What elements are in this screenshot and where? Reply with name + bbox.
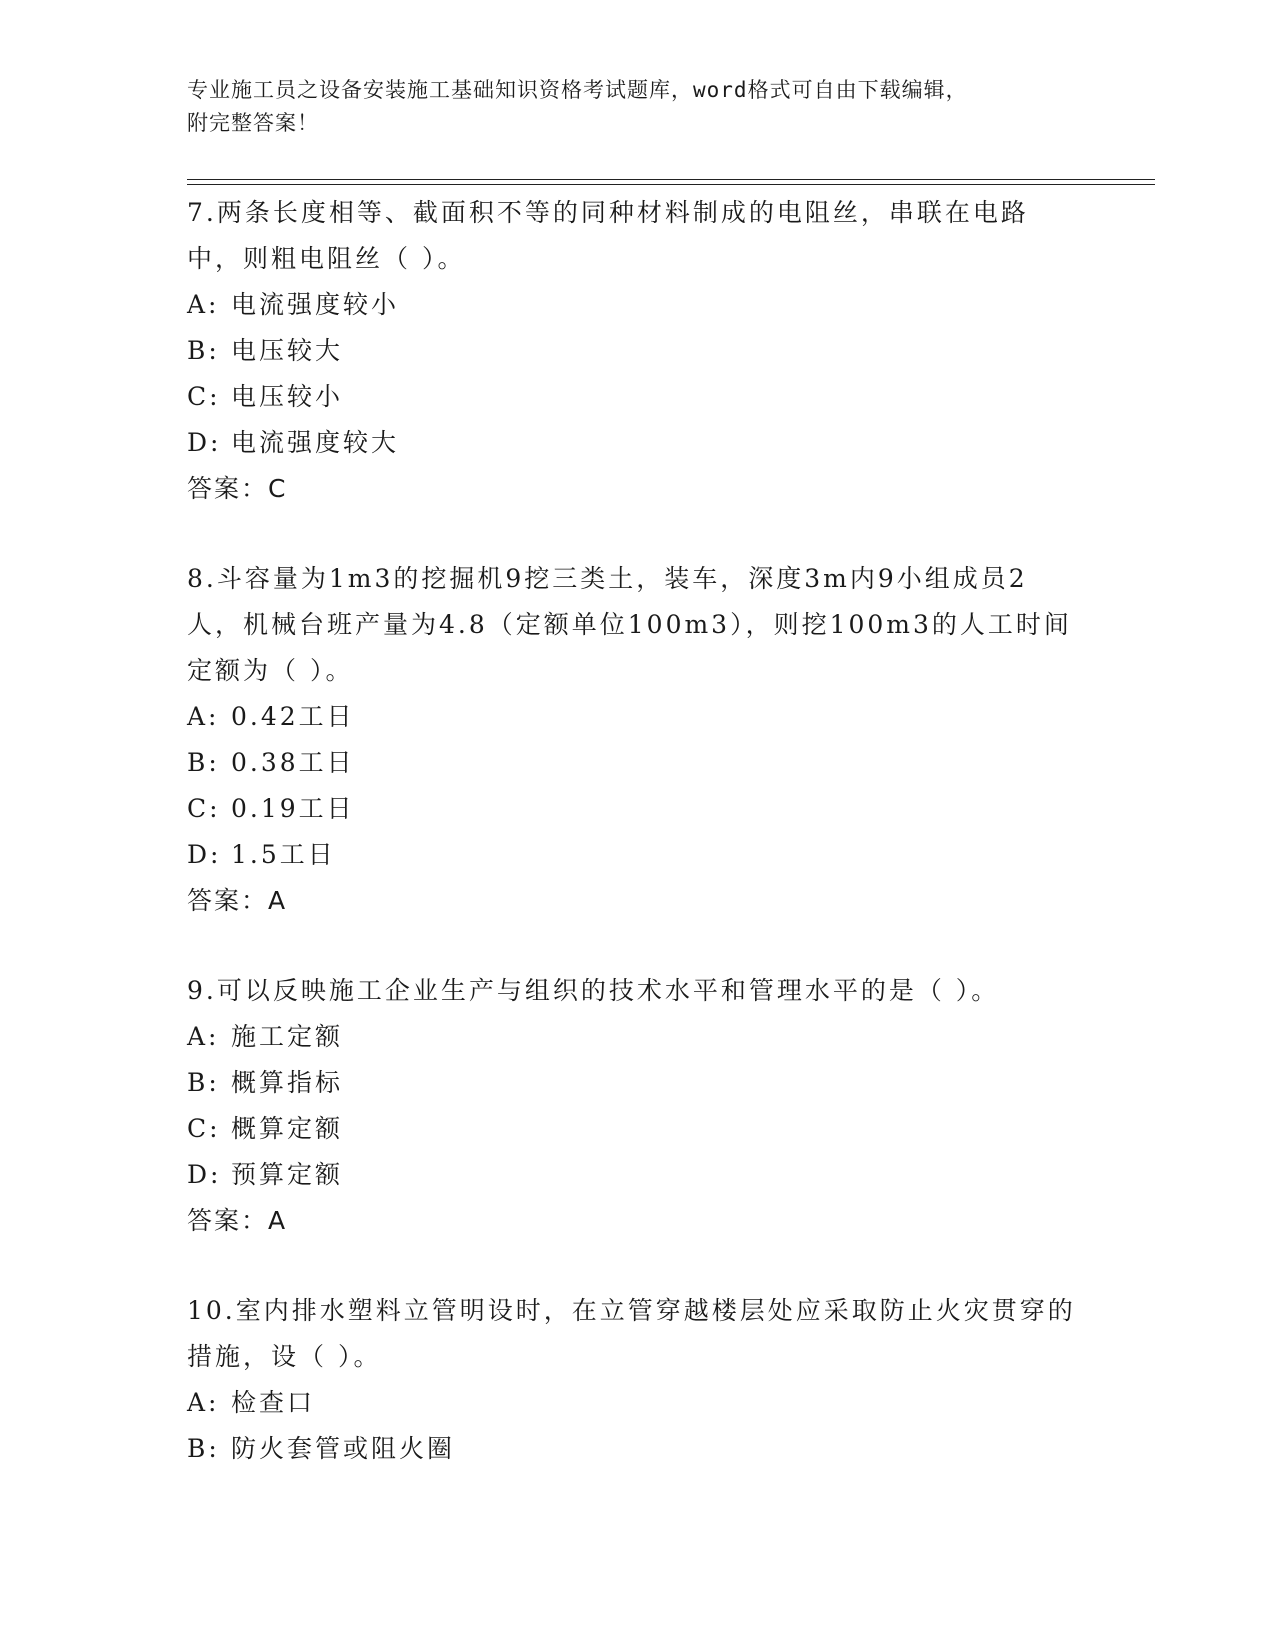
- option-c: [187, 786, 1087, 832]
- option-d: [187, 1152, 1087, 1198]
- option-text: 电流强度较小: [231, 290, 400, 319]
- option-c: [187, 374, 1087, 420]
- option-letter: B:: [187, 336, 220, 365]
- header-rule-top: [187, 179, 1155, 180]
- option-letter: B:: [187, 748, 220, 777]
- option-text: 电压较小: [231, 382, 344, 411]
- question-spacer: [187, 512, 1087, 556]
- option-letter: D:: [187, 840, 222, 869]
- document-header: [187, 74, 1067, 140]
- option-letter: A:: [187, 1022, 220, 1051]
- option-d: [187, 832, 1087, 878]
- option-text: 0.38工日: [231, 748, 355, 777]
- option-b: [187, 328, 1087, 374]
- header-rule-bottom: [187, 184, 1155, 185]
- option-text: 0.19工日: [231, 794, 355, 823]
- answer-line: 答案：C: [187, 474, 288, 503]
- option-letter: A:: [187, 702, 220, 731]
- question-10: [187, 1288, 1087, 1472]
- option-text: 1.5工日: [231, 840, 336, 869]
- header-line-2: 附完整答案！: [187, 111, 319, 135]
- question-9: [187, 968, 1087, 1244]
- option-text: 概算定额: [231, 1114, 344, 1143]
- question-text: 9.可以反映施工企业生产与组织的技术水平和管理水平的是（ ）。: [187, 976, 1000, 1005]
- option-b: [187, 1060, 1087, 1106]
- option-text: 预算定额: [231, 1160, 344, 1189]
- option-b: [187, 1426, 1087, 1472]
- option-letter: D:: [187, 1160, 222, 1189]
- option-letter: C:: [187, 1114, 221, 1143]
- option-text: 施工定额: [231, 1022, 344, 1051]
- option-a: [187, 694, 1087, 740]
- option-text: 0.42工日: [231, 702, 355, 731]
- option-text: 防火套管或阻火圈: [231, 1434, 456, 1463]
- header-line-1: 专业施工员之设备安装施工基础知识资格考试题库，word格式可自由下载编辑，: [187, 78, 968, 102]
- option-a: [187, 1380, 1087, 1426]
- question-spacer: [187, 1244, 1087, 1288]
- option-a: [187, 282, 1087, 328]
- option-b: [187, 740, 1087, 786]
- answer-line: 答案：A: [187, 886, 288, 915]
- option-a: [187, 1014, 1087, 1060]
- option-letter: A:: [187, 1388, 220, 1417]
- question-text: 8.斗容量为1m3的挖掘机9挖三类土，装车，深度3m内9小组成员2人，机械台班产量为4.8（定额单位100m3），则挖100m3的人工时间定额为（ ）。: [187, 564, 1072, 685]
- question-list: [187, 190, 1087, 1472]
- option-text: 检查口: [231, 1388, 316, 1417]
- option-letter: D:: [187, 428, 222, 457]
- option-letter: C:: [187, 382, 221, 411]
- question-text: 7.两条长度相等、截面积不等的同种材料制成的电阻丝，串联在电路中，则粗电阻丝（ ）。: [187, 198, 1029, 273]
- question-spacer: [187, 924, 1087, 968]
- question-7: [187, 190, 1087, 512]
- option-text: 电流强度较大: [231, 428, 400, 457]
- option-c: [187, 1106, 1087, 1152]
- option-text: 电压较大: [231, 336, 344, 365]
- question-8: [187, 556, 1087, 924]
- option-letter: B:: [187, 1434, 220, 1463]
- option-letter: B:: [187, 1068, 220, 1097]
- question-text: 10.室内排水塑料立管明设时，在立管穿越楼层处应采取防止火灾贯穿的措施，设（ ）。: [187, 1296, 1076, 1371]
- option-letter: C:: [187, 794, 221, 823]
- option-letter: A:: [187, 290, 220, 319]
- option-d: [187, 420, 1087, 466]
- answer-line: 答案：A: [187, 1206, 288, 1235]
- option-text: 概算指标: [231, 1068, 344, 1097]
